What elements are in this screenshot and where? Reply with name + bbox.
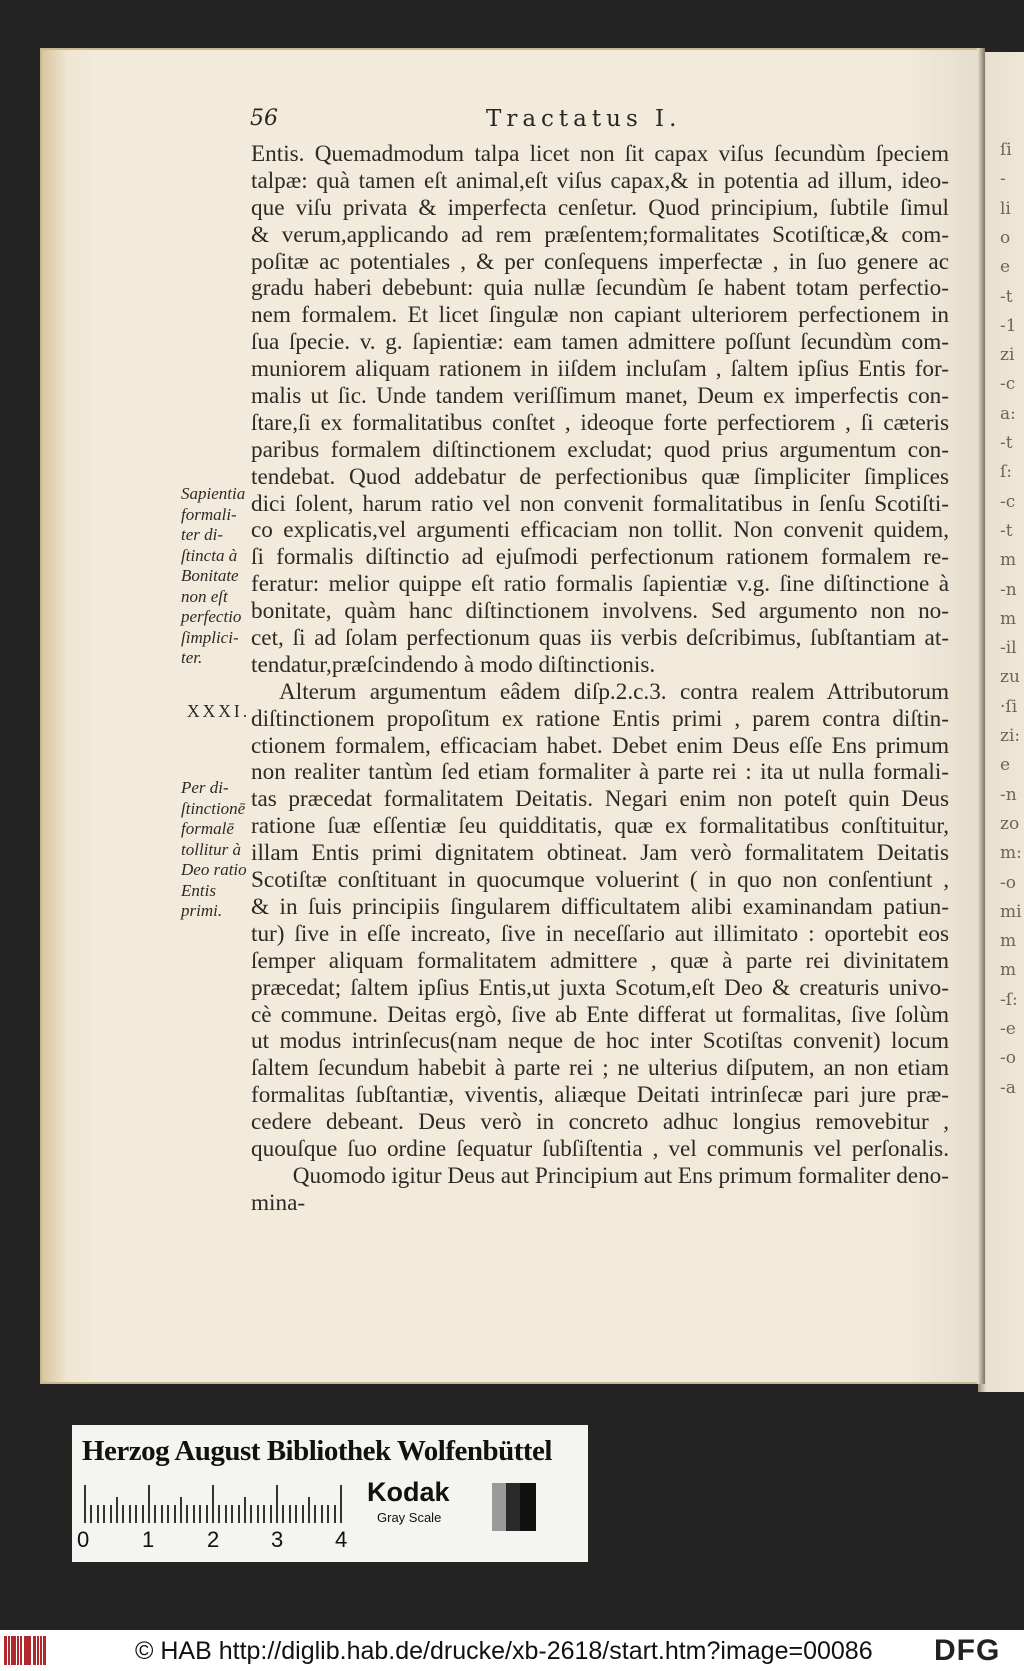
body-line: & in ſuis principiis ſingularem difficultatem alibi examinandam patiun- [251,893,949,920]
body-line: illam Entis primi dignitatem obtineat. Jam verò formalitatem Deitatis [251,840,949,867]
ruler-tick [218,1505,220,1523]
margin-note-line: tollitur à [181,839,241,859]
next-page-fragment: ſ: [1000,462,1013,483]
next-page-fragment: -t [1000,433,1013,453]
running-head [250,106,1024,136]
margin-note-line: formalē [181,819,234,838]
ruler-tick [276,1485,278,1523]
body-line: ſaltem ſecundum habebit à parte rei ; ne ulterius diſputem, an non etiam [251,1055,949,1082]
margin-note-line: Sapientia [181,484,246,503]
next-page-fragment: m: [1000,843,1022,864]
body-line: ctionem formalem, efficaciam habet. Debet enim Deus eſſe Ens primum [251,732,949,759]
scale-label-2: 2 [207,1527,220,1552]
body-line: gradu haberi debebunt: quia nullæ ſecundùm ſe habent totam perfectio- [251,275,949,302]
body-line: cet, ſi ad ſolam perfectionum quas iis verbis deſcribimus, ſubſtantiam at- [251,625,949,652]
ruler-tick [122,1505,124,1523]
ruler-tick [186,1505,188,1523]
body-line: poſitæ ac potentiales , & per conſequens imperfectæ , in ſuo genere ac [251,248,949,275]
next-page-fragment: ſi [1000,140,1012,160]
ruler-tick [90,1505,92,1523]
next-page-fragment: - [1000,169,1006,190]
scale-label-4: 4 [335,1527,348,1552]
ruler-tick [180,1497,182,1523]
margin-note-line: ter. [181,648,203,667]
body-line: dici ſolent, harum ratio vel non convenit formalitatibus in ſenſu Scotiſti- [251,490,949,517]
ruler-tick [270,1505,272,1523]
ruler-tick [103,1505,105,1523]
next-page-fragment: zi: [1000,726,1021,746]
body-line: ut modus intrinſecus(nam neque de hoc inter Scotiſtas convenit) locum [251,1028,949,1055]
ruler-tick [263,1505,265,1523]
margin-note-line: ſtinctionē [181,798,246,818]
next-page-fragment: -il [1000,638,1017,659]
scale-label-3: 3 [271,1527,284,1552]
body-text [251,141,949,1217]
scale-ruler [84,1483,346,1523]
ruler-tick [116,1497,118,1523]
ruler-tick [193,1505,195,1523]
next-page-fragment: m [1000,960,1017,981]
next-page-fragment: m [1000,931,1017,952]
swatch-mid [520,1483,536,1531]
margin-note-wisdom [181,484,245,669]
ruler-tick [212,1485,214,1523]
ruler-tick [84,1485,86,1523]
page-number: 56 [250,106,278,131]
ruler-tick [257,1505,259,1523]
ruler-tick [97,1505,99,1523]
ruler-tick [148,1485,150,1523]
next-page-fragment: -1 [1000,315,1017,336]
library-name: Herzog August Bibliothek Wolfenbüttel [82,1435,552,1467]
ruler-tick [110,1505,112,1523]
body-line: bonitate, quàm hanc diſtinctionem involvens. Sed argumento non no- [251,598,949,625]
body-line: muniorem aliquam rationem in iiſdem incluſam , ſaltem ipſius Entis for- [251,356,949,383]
margin-section-number: XXXI. [187,701,251,721]
body-line: ſemper aliquam formalitatem admittere , quæ à parte rei divinitatem [251,947,949,974]
ruler-tick [231,1505,233,1523]
body-line: nem formalem. Et licet ſingulæ non capiant ulteriorem perfectionem in [251,302,949,329]
next-page-fragment: -t [1000,520,1013,541]
scale-label-1: 1 [142,1527,155,1552]
body-line: tur) ſive in eſſe increato, ſive in neceſſario aut illimitato : oportebit eos [251,920,949,947]
swatch-dark [506,1483,520,1531]
source-link[interactable]: © HAB http://diglib.hab.de/drucke/xb-2618/start.htm?image=00086 [135,1637,873,1665]
body-line: tendebat. Quod addebatur de perfectionibus quæ ſimpliciter ſimplices [251,463,949,490]
next-page-fragment: -t [1000,286,1013,307]
ruler-tick [250,1505,252,1523]
ruler-tick [340,1485,342,1523]
next-page-fragment: -c [1000,491,1016,512]
next-page-fragment: e [1000,755,1011,776]
next-page-fragment: -n [1000,784,1017,805]
gray-scale-label: Gray Scale [377,1510,442,1525]
ruler-tick [308,1497,310,1523]
next-page-fragment: zi [1000,345,1015,366]
margin-note-line: ter di- [181,525,224,544]
body-line: cè commune. Deitas ergò, ſive ab Ente differat ut formalitas, ſive ſolùm [251,1001,949,1028]
body-line: præcedat; ſaltem ipſius Entis,ut juxta Scotum,eſt Deo & creaturis univo- [251,974,949,1001]
body-line: Alterum argumentum eâdem diſp.2.c.3. contra realem Attributorum [279,678,949,705]
kodak-logo: Kodak [367,1477,450,1507]
next-page-fragment: zo [1000,813,1020,834]
margin-note-line: Deo ratio [181,860,247,879]
margin-note-first-being [181,778,247,922]
next-page-fragment: ·ſi [1000,696,1018,717]
margin-note-line: Bonitate [181,566,239,585]
ruler-tick [289,1505,291,1523]
margin-note-line: formali- [181,504,237,524]
library-color-card [72,1425,588,1562]
dfg-logo: DFG [934,1634,1001,1667]
gray-swatches [492,1483,536,1531]
body-line: malis ut ſic. Unde tandem veriſſimum manet, Deum ex imperfectis con- [251,383,949,410]
body-line: formalitas ſubſtantiæ, viventis, aliæque Deitati intrinſecæ pari jure præ- [251,1082,949,1109]
margin-note-line: Per di- [181,778,229,797]
next-page-fragment: m [1000,550,1017,571]
ruler-tick [225,1505,227,1523]
scale-label-0: 0 [77,1527,90,1552]
ruler-tick [321,1505,323,1523]
margin-note-line: Entis [181,880,216,900]
next-page-fragment: zu [1000,667,1020,688]
margin-note-line: non eſt [181,586,228,606]
body-line: paribus formalem diſtinctionem excludat; quod prius argumentum con- [251,436,949,463]
ruler-tick [327,1505,329,1523]
next-page-fragment: mi [1000,901,1022,922]
hab-barcode-icon [4,1636,46,1665]
body-line: quouſque ſuo ordine ſequatur ſubſiſtentia , vel communis vel perſonalis. [251,1135,949,1162]
margin-note-line: perfectio [181,607,242,626]
next-page-fragment: -ſ: [1000,989,1018,1010]
body-line: tas præcedat formalitatem Deitatis. Negari enim non poteſt quin Deus [251,786,949,813]
next-page-fragment: a: [1000,403,1016,424]
next-page-fragment: -a [1000,1077,1016,1098]
next-page-fragment: o [1000,227,1011,248]
footer-bar [0,1630,1024,1671]
body-line: ſua ſpecie. v. g. ſapientiæ: eam tamen admittere poſſunt ſecundùm com- [251,329,949,356]
next-page-fragment: -c [1000,374,1016,395]
ruler-tick [238,1505,240,1523]
next-page-fragment: -n [1000,579,1017,600]
next-page-fragment: li [1000,198,1011,219]
margin-note-line: ſtincta à [181,545,238,565]
ruler-tick [244,1497,246,1523]
ruler-tick [174,1505,176,1523]
ruler-tick [302,1505,304,1523]
ruler-tick [295,1505,297,1523]
body-line: Entis. Quemadmodum talpa licet non ſit capax viſus ſecundùm ſpeciem [251,141,949,167]
body-line: mina- [251,1189,306,1216]
next-page-fragment: e [1000,257,1011,278]
body-line: co explicatis,vel argumenti efficaciam non tollit. Non convenit quidem, [251,517,949,544]
body-line: feratur: melior quippe eſt ratio formalis ſapientiæ v.g. ſine diſtinctione à [251,571,949,598]
page-title: Tractatus I. [486,106,682,132]
body-line: ſi formalis diſtinctio ad ejuſmodi perfectionum rationem formalem re- [251,544,949,571]
ruler-tick [142,1505,144,1523]
ruler-tick [161,1505,163,1523]
ruler-tick [129,1505,131,1523]
body-line: non realiter tantùm ſed etiam formaliter à parte rei : ita ut nulla formali- [251,759,949,786]
ruler-tick [282,1505,284,1523]
ruler-tick [167,1505,169,1523]
body-line: Scotiſtæ conſtituant in quocumque voluerint ( in quo non conſentiunt , [251,867,949,894]
body-line: & verum,applicando ad rem præſentem;formalitates Scotiſticæ,& com- [251,221,949,248]
body-line: cedere debeant. Deus verò in concreto adhuc longius removebitur , [251,1109,949,1136]
ruler-tick [314,1505,316,1523]
next-page-fragment: -o [1000,1048,1016,1069]
next-page-fragment: -o [1000,872,1016,893]
body-line: ratione ſuæ eſſentiæ ſeu quidditatis, quæ ex formalitatibus conſtituitur, [251,813,949,840]
body-line: tendatur,præſcindendo à modo diſtinctionis. [251,651,656,678]
ruler-tick [199,1505,201,1523]
body-line: ſtare,ſi ex formalitatibus conſtet , ideoque forte perfectiorem , ſi cæteris [251,409,949,436]
ruler-tick [206,1505,208,1523]
body-line: talpæ: quà tamen eſt animal,eſt viſus capax,& in potentia ad illum, ideo- [251,167,949,194]
body-line: que viſu privata & imperfecta cenſetur. Quod principium, ſubtile ſimul [251,194,949,221]
next-page-fragment: -e [1000,1019,1016,1039]
ruler-tick [135,1505,137,1523]
margin-note-line: primi. [181,901,223,920]
body-line: Quomodo igitur Deus aut Principium aut Ens primum formaliter deno- [292,1162,949,1189]
margin-note-line: ſimplici- [181,627,239,647]
ruler-tick [154,1505,156,1523]
next-page-fragment: m [1000,608,1017,629]
body-line: diſtinctionem propoſitum ex ratione Entis primi , parem contra diſtin- [251,705,949,732]
swatch-light [492,1483,506,1531]
ruler-tick [334,1505,336,1523]
